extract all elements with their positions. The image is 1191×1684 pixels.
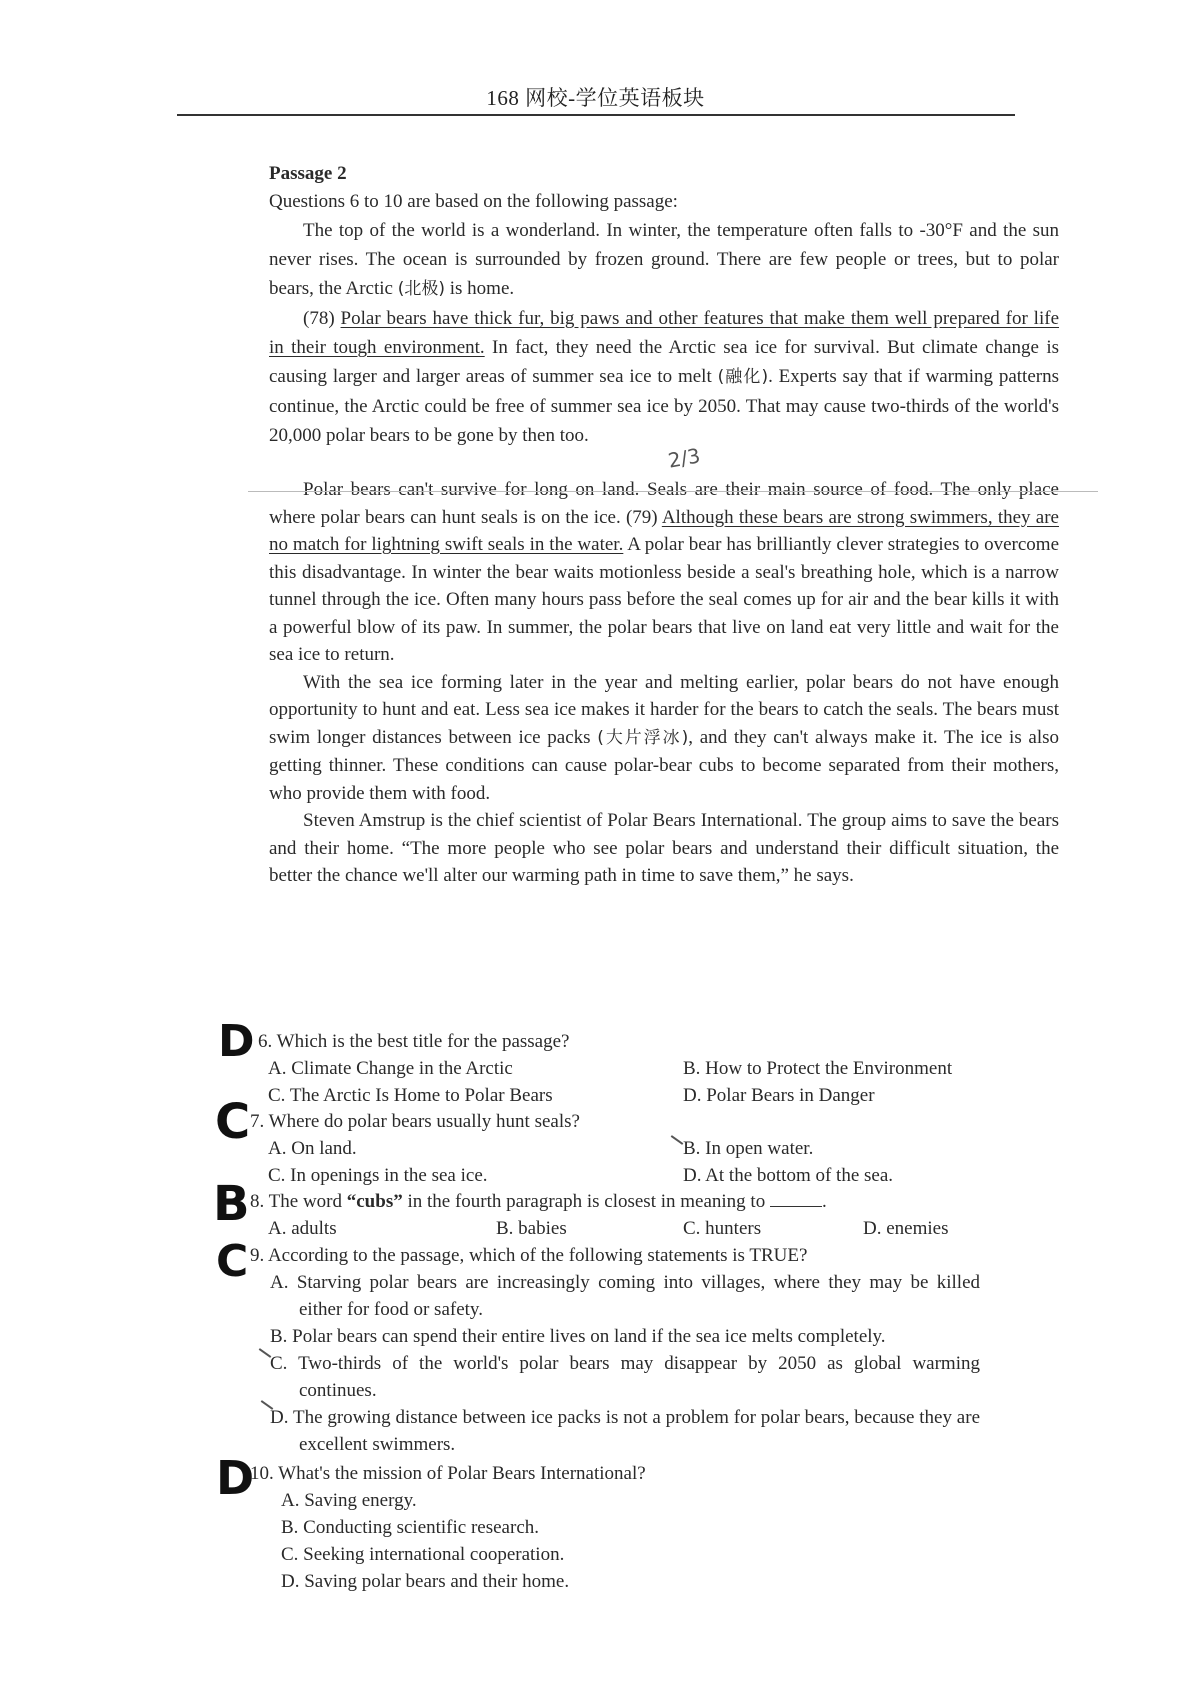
question-10-option-b[interactable]: B. Conducting scientific research. [281,1517,540,1538]
question-7-option-c[interactable]: C. In openings in the sea ice. [268,1165,488,1186]
question-9-option-b[interactable]: B. Polar bears can spend their entire lives on land if the sea ice melts completely. [270,1326,886,1347]
question-10-option-c[interactable]: C. Seeking international cooperation. [281,1544,565,1565]
passage-heading: Passage 2 [269,163,347,184]
paragraph-1 [269,216,1059,304]
question-6-option-a[interactable]: A. Climate Change in the Arctic [268,1058,513,1079]
question-8-option-d[interactable]: D. enemies [863,1218,949,1239]
paragraph-1-text-end: is home. [445,278,515,299]
question-9-option-a[interactable]: A. Starving polar bears are increasingly coming into villages, where they may be killed either for food or safety. [270,1272,980,1320]
paragraph-2-marker: (78) [303,308,341,329]
question-8-stem-start: 8. The word [250,1191,347,1212]
question-10-stem: 10. What's the mission of Polar Bears International? [250,1463,646,1484]
question-8-option-a[interactable]: A. adults [268,1218,337,1239]
question-7-stem: 7. Where do polar bears usually hunt seals? [250,1111,580,1132]
page-header-title: 168 网校-学位英语板块 [486,86,705,110]
question-8-option-c[interactable]: C. hunters [683,1218,762,1239]
question-8-blank [770,1190,822,1207]
paragraph-2-underlined-sentence: Polar bears have thick fur, big paws and other features that make them well prepared for life in their tough environment. [269,308,1060,358]
handwritten-answer-q10: D [216,1451,255,1505]
question-6-stem: 6. Which is the best title for the passage? [258,1031,570,1052]
question-7-option-d[interactable]: D. At the bottom of the sea. [683,1165,894,1186]
question-10-option-a[interactable]: A. Saving energy. [281,1490,417,1511]
question-7-option-a[interactable]: A. On land. [268,1138,357,1159]
question-6-option-d[interactable]: D. Polar Bears in Danger [683,1085,875,1106]
paragraph-2-text: In fact, they need the Arctic sea ice for survival. But climate change is causing larger and larger areas of summer sea ice to melt [269,337,1060,387]
paragraph-1-chinese-gloss: (北极) [397,279,445,299]
paragraph-2-chinese-gloss: (融化) [717,367,769,387]
question-8-stem-end: . [821,1191,827,1212]
handwritten-answer-q8: B [213,1176,250,1232]
paragraph-1-text: The top of the world is a wonderland. In winter, the temperature often falls to -30°F and the sun never rises. The ocean is surrounded by frozen ground. There are few people or trees, but to polar bears, the Arctic [269,220,1059,299]
paragraph-5: Steven Amstrup is the chief scientist of Polar Bears International. The group aims to save the bears and their home. “The more people who see polar bears and understand their difficult situation, the better the chance we'll alter our warming path in time to save them,” he says. [269,810,1059,886]
question-10-option-d[interactable]: D. Saving polar bears and their home. [281,1571,570,1592]
paragraph-3 [269,476,1059,669]
handwritten-margin-note: 2/3 [666,443,703,473]
question-9-stem: 9. According to the passage, which of the following statements is TRUE? [250,1245,808,1266]
passage-intro: Questions 6 to 10 are based on the following passage: [269,191,678,212]
passage [269,160,1059,890]
paragraph-4 [269,669,1059,808]
question-7-option-b[interactable]: B. In open water. [683,1138,814,1159]
handwritten-answer-q9: C [216,1236,249,1287]
header-divider [177,114,1015,116]
question-6-option-b[interactable]: B. How to Protect the Environment [683,1058,953,1079]
question-9-option-d[interactable]: D. The growing distance between ice packs is not a problem for polar bears, because they are excellent swimmers. [270,1407,980,1455]
question-6-option-c[interactable]: C. The Arctic Is Home to Polar Bears [268,1085,553,1106]
paragraph-3-text-end: A polar bear has brilliantly clever strategies to overcome this disadvantage. In winter the bear waits motionless beside a seal's breathing hole, which is a narrow tunnel through the ice. Often many hours pass before the seal comes up for air and the bear kills it with a powerful blow of its paw. In summer, the polar bears that live on land eat very little and wait for the sea ice to return. [269,534,1059,665]
handwritten-answer-q7: C [215,1094,251,1150]
scan-divider-line [248,491,1098,492]
paragraph-3-underlined-sentence: Although these bears are strong swimmers, they are no match for lightning swift seals in the water. [269,506,1059,555]
paragraph-3-text: Polar bears can't survive for long on land. Seals are their main source of food. The only place where polar bears can hunt seals is on the ice. (79) [269,479,1059,528]
paragraph-4-text: With the sea ice forming later in the year and melting earlier, polar bears do not have enough opportunity to hunt and eat. Less sea ice makes it harder for the bears to catch the seals. The bears must swim longer distances between ice packs [269,671,1059,748]
question-8-stem [250,1188,827,1215]
question-8-keyword: “cubs” [346,1191,403,1212]
paragraph-2 [269,304,1059,450]
handwritten-answer-q6: D [218,1016,255,1067]
cross-out-mark [671,1135,684,1145]
question-9-option-c[interactable]: C. Two-thirds of the world's polar bears may disappear by 2050 as global warming continues. [270,1353,980,1401]
paragraph-4-chinese-gloss: (大片浮冰) [597,727,689,748]
question-8-option-b[interactable]: B. babies [496,1218,567,1239]
paragraph-4-text-end: , and they can't always make it. The ice is also getting thinner. These conditions can cause polar-bear cubs to become separated from their mothers, who provide them with food. [269,726,1060,804]
paragraph-2-text-end: . Experts say that if warming patterns continue, the Arctic could be free of summer sea ice by 2050. That may cause two-thirds of the world's 20,000 polar bears to be gone by then too. [269,366,1059,446]
question-8-stem-rest: in the fourth paragraph is closest in meaning to [402,1191,766,1212]
